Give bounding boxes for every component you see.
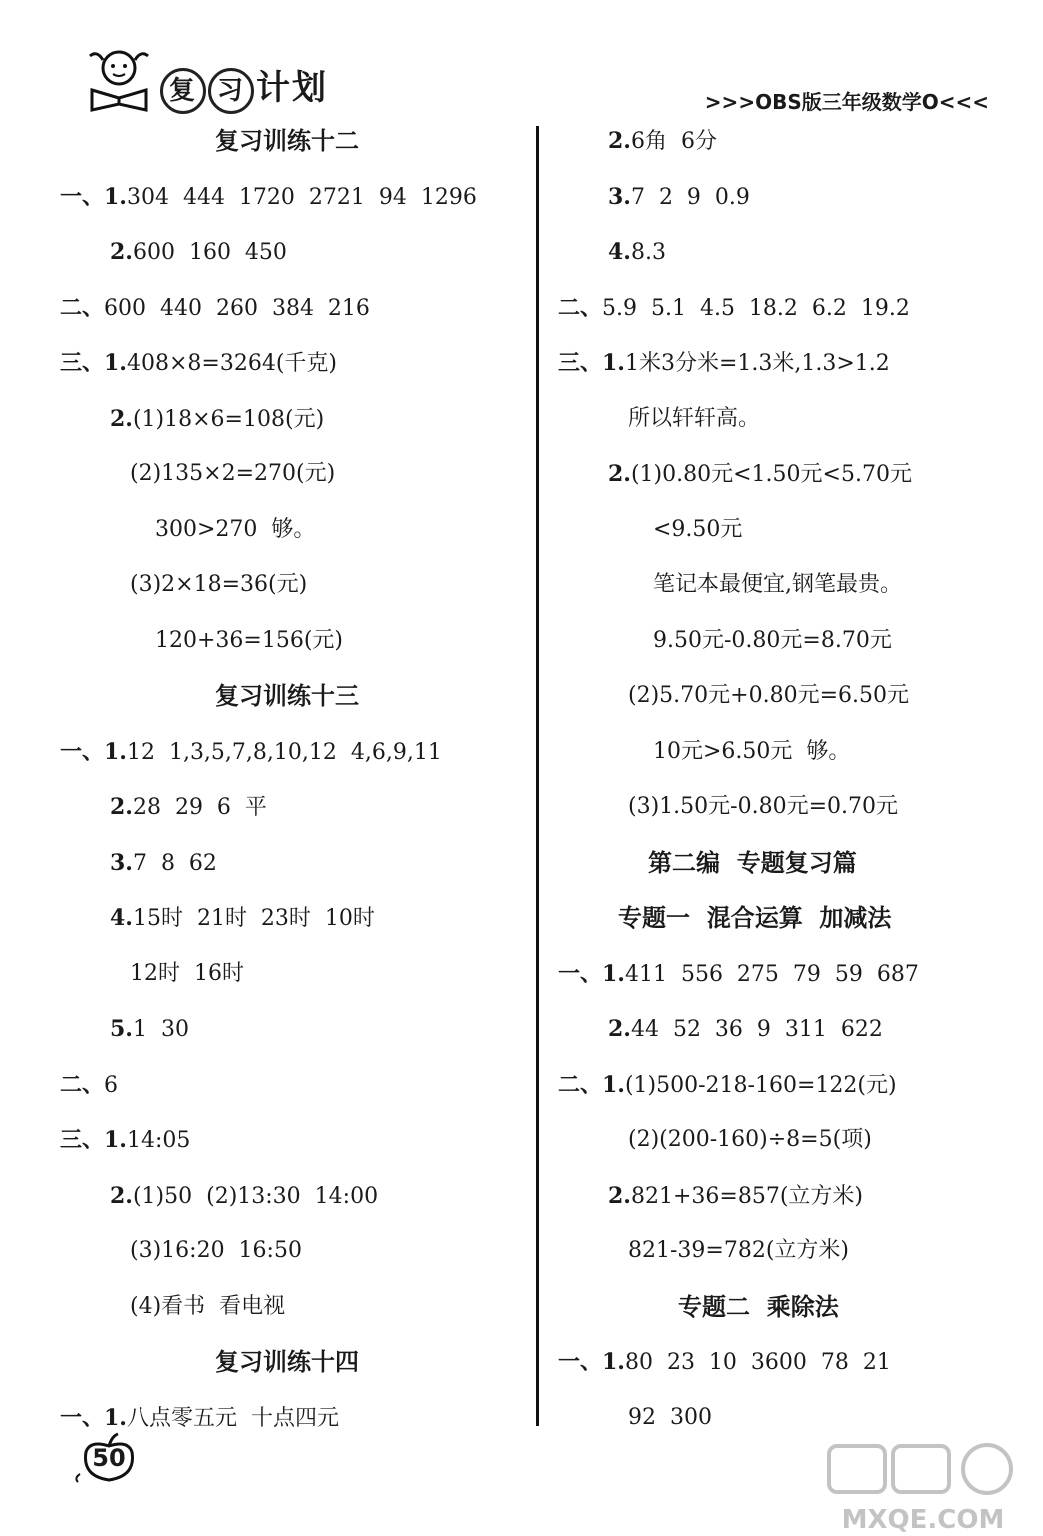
item-number: 2. — [608, 128, 631, 154]
page-number: 50 — [92, 1444, 126, 1472]
section-heading — [678, 1292, 839, 1322]
line-text: (1)0.80元<1.50元<5.70元 — [630, 462, 912, 487]
answer-line — [130, 959, 244, 989]
edition-label: >>>OBS版三年级数学O<<< — [704, 90, 989, 114]
line-text: 28 29 6 平 — [132, 795, 267, 820]
answer-line — [60, 1070, 118, 1101]
answer-line — [130, 459, 335, 489]
line-text: (1)500-218-160=122(元) — [624, 1072, 897, 1098]
line-text: 120+36=156(元) — [155, 627, 344, 653]
line-text: 八点零五元 十点四元 — [126, 1405, 339, 1431]
line-text: 6角 6分 — [630, 129, 717, 154]
item-number: 二、 — [60, 294, 105, 321]
line-text: 821-39=782(立方米) — [628, 1238, 850, 1263]
line-text: 7 2 9 0.9 — [630, 184, 750, 210]
item-number: 3. — [608, 183, 631, 210]
answer-line — [110, 1014, 189, 1045]
line-text: (1)50 (2)13:30 14:00 — [132, 1183, 379, 1209]
answer-line — [628, 792, 898, 822]
item-number: 二、1. — [558, 1071, 625, 1098]
line-text: 复习训练十三 — [215, 682, 359, 710]
item-number: 2. — [110, 239, 133, 265]
answer-line — [608, 1181, 863, 1212]
line-text: 笔记本最便宜,钢笔最贵。 — [653, 572, 902, 597]
item-number: 3. — [110, 849, 133, 876]
answer-line — [653, 515, 742, 545]
line-text: 411 556 275 79 59 687 — [624, 961, 919, 987]
answer-line — [110, 903, 375, 934]
line-text: 8.3 — [630, 240, 666, 265]
line-text: 600 160 450 — [132, 240, 287, 265]
answer-line — [60, 1125, 190, 1156]
answer-line — [608, 1014, 883, 1045]
answer-line — [60, 737, 442, 768]
section-heading — [215, 126, 359, 156]
line-text: 80 23 10 3600 78 21 — [624, 1350, 891, 1375]
section-heading — [215, 1347, 359, 1377]
line-text: 1米3分米=1.3米,1.3>1.2 — [624, 351, 890, 376]
item-number: 二、 — [60, 1071, 105, 1098]
line-text: 12 1,3,5,7,8,10,12 4,6,9,11 — [126, 739, 442, 765]
mascot-reading-icon — [82, 46, 156, 112]
line-text: 第二编 专题复习篇 — [648, 848, 857, 877]
answer-line — [60, 1403, 339, 1434]
item-number: 2. — [608, 461, 631, 487]
circled-char: 习 — [208, 68, 254, 114]
line-text: 304 444 1720 2721 94 1296 — [126, 184, 477, 210]
line-text: (3)2×18=36(元) — [130, 572, 308, 597]
answer-line — [608, 237, 666, 268]
item-number: 一、1. — [558, 1349, 625, 1375]
answer-line — [558, 293, 910, 324]
answer-line — [60, 293, 370, 324]
answer-line — [608, 182, 750, 213]
line-text: 专题一 混合运算 加减法 — [618, 904, 892, 932]
item-number: 2. — [110, 405, 133, 432]
line-text: 5.9 5.1 4.5 18.2 6.2 19.2 — [602, 295, 910, 321]
item-number: 2. — [608, 1182, 631, 1209]
line-text: 408×8=3264(千克) — [126, 351, 337, 376]
watermark-text: MXQE.COM — [841, 1505, 1005, 1535]
item-number: 一、1. — [558, 960, 625, 987]
answer-line — [110, 237, 287, 268]
answer-line — [628, 1236, 849, 1266]
line-text: (3)1.50元-0.80元=0.70元 — [628, 794, 898, 819]
answer-line — [608, 126, 717, 157]
line-text: 9.50元-0.80元=8.70元 — [653, 627, 892, 653]
circled-char: 复 — [160, 68, 206, 114]
item-number: 一、1. — [60, 738, 127, 765]
line-text: 44 52 36 9 311 622 — [630, 1017, 883, 1042]
answer-line — [653, 626, 892, 656]
item-number: 4. — [608, 239, 631, 265]
answer-line — [558, 1347, 891, 1378]
item-number: 三、1. — [60, 350, 127, 376]
item-number: 2. — [608, 1016, 631, 1042]
line-text: 6 — [104, 1072, 119, 1098]
answer-line — [653, 737, 850, 767]
section-heading — [618, 903, 891, 933]
answer-line — [155, 626, 343, 656]
column-divider — [536, 126, 539, 1426]
answer-line — [558, 959, 919, 990]
line-text: <9.50元 — [653, 516, 743, 542]
answer-line — [608, 459, 912, 490]
answer-line — [110, 792, 267, 823]
section-heading — [215, 681, 359, 711]
line-text: (3)16:20 16:50 — [130, 1238, 302, 1263]
answer-line — [110, 848, 217, 879]
line-text: (2)135×2=270(元) — [130, 461, 336, 486]
answer-line — [628, 681, 909, 711]
line-text: 7 8 62 — [132, 850, 217, 876]
item-number: 2. — [110, 794, 133, 820]
answer-line — [558, 348, 890, 379]
answer-line — [155, 515, 315, 545]
item-number: 2. — [110, 1182, 133, 1209]
line-text: (2)5.70元+0.80元=6.50元 — [628, 683, 909, 708]
line-text: 300>270 够。 — [155, 516, 316, 542]
item-number: 一、1. — [60, 1404, 127, 1431]
item-number: 一、1. — [60, 183, 127, 210]
line-text: 600 440 260 384 216 — [104, 295, 370, 321]
page-number-badge — [72, 1432, 146, 1484]
answer-line — [110, 404, 324, 435]
item-number: 4. — [110, 905, 133, 931]
line-text: 14:05 — [126, 1128, 191, 1153]
answer-line — [60, 182, 477, 213]
line-text: (1)18×6=108(元) — [132, 406, 325, 432]
watermark-logo — [823, 1440, 1023, 1536]
answer-line — [628, 1125, 872, 1155]
answer-line — [628, 1403, 712, 1433]
answer-line — [110, 1181, 378, 1212]
line-text: 10元>6.50元 够。 — [653, 738, 851, 764]
line-text: 15时 21时 23时 10时 — [132, 906, 375, 931]
answer-line — [130, 1292, 285, 1322]
item-number: 5. — [110, 1016, 133, 1042]
title-text: 计划 — [256, 68, 328, 108]
line-text: 专题二 乘除法 — [678, 1292, 839, 1321]
item-number: 二、 — [558, 294, 603, 321]
item-number: 三、1. — [60, 1127, 127, 1153]
answer-line — [130, 570, 307, 600]
answer-line — [130, 1236, 302, 1266]
line-text: (4)看书 看电视 — [130, 1293, 286, 1319]
section-heading — [648, 848, 857, 878]
line-text: 92 300 — [628, 1404, 712, 1430]
line-text: 12时 16时 — [130, 960, 244, 986]
answer-line — [558, 1070, 897, 1101]
line-text: 821+36=857(立方米) — [630, 1183, 863, 1209]
header-title — [160, 60, 328, 114]
line-text: 复习训练十二 — [215, 127, 359, 155]
answer-line — [60, 348, 337, 379]
line-text: 所以轩轩高。 — [628, 405, 761, 431]
line-text: 复习训练十四 — [215, 1348, 359, 1376]
line-text: (2)(200-160)÷8=5(项) — [628, 1127, 872, 1152]
item-number: 三、1. — [558, 350, 625, 376]
answer-line — [628, 404, 760, 434]
answer-line — [653, 570, 902, 600]
line-text: 1 30 — [132, 1017, 189, 1042]
